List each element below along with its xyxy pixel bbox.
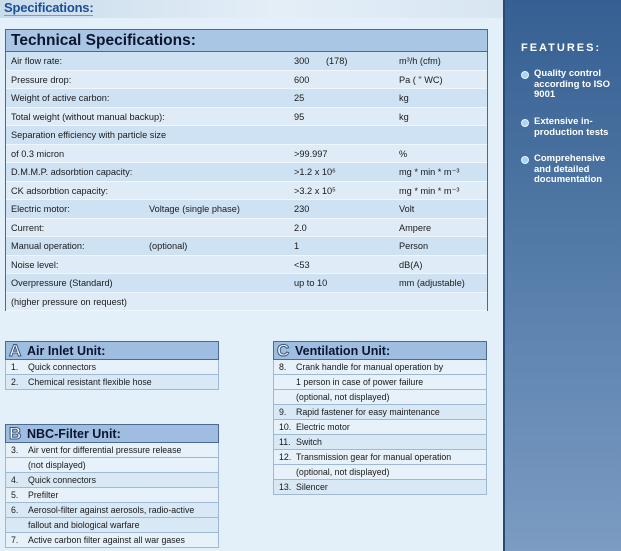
item-number: 1. <box>11 362 19 372</box>
spec-unit: mg * min * m⁻³ <box>399 185 460 196</box>
spec-unit: Pa ( " WC) <box>399 74 443 85</box>
spec-value: >99.997 <box>294 148 328 159</box>
spec-row-manual-operation <box>6 237 487 256</box>
unit-letter-b: B <box>9 424 22 443</box>
spec-value: 95 <box>294 111 305 122</box>
item-number: 8. <box>279 362 287 372</box>
unit-title: Air Inlet Unit: <box>27 344 106 358</box>
spec-label: Pressure drop: <box>11 74 72 85</box>
page-header <box>0 0 503 18</box>
item-number: 2. <box>11 377 19 387</box>
spec-row-particle-size <box>6 145 487 164</box>
item-text: Quick connectors <box>28 475 96 485</box>
spec-unit: m³/h (cfm) <box>399 56 441 66</box>
item-number: 11. <box>279 437 291 447</box>
item-text: Transmission gear for manual operation <box>296 452 452 462</box>
spec-label: CK adsorbtion capacity: <box>11 185 109 196</box>
item-number: 6. <box>11 505 19 515</box>
spec-label: Air flow rate: <box>11 56 63 66</box>
spec-sublabel: Voltage (single phase) <box>149 204 240 214</box>
spec-label: of 0.3 micron <box>11 148 65 159</box>
item-text: Quick connectors <box>28 362 96 372</box>
item-text: Chemical resistant flexible hose <box>28 377 152 387</box>
item-text: (optional, not displayed) <box>296 467 390 477</box>
list-item <box>5 488 219 503</box>
spec-label: Total weight (without manual backup): <box>11 111 165 122</box>
list-item <box>5 533 219 548</box>
item-text: Silencer <box>296 482 328 492</box>
item-text: (optional, not displayed) <box>296 392 390 402</box>
list-item <box>5 473 219 488</box>
spec-sublabel: (optional) <box>149 241 188 251</box>
ventilation-unit-header <box>273 341 487 360</box>
spec-label: Separation efficiency with particle size <box>11 130 167 140</box>
spec-unit: kg <box>399 93 409 103</box>
list-item <box>273 360 487 375</box>
spec-row-total-weight <box>6 108 487 127</box>
features-sidebar <box>503 0 621 551</box>
bullet-icon <box>521 71 529 79</box>
spec-value: >1.2 x 10⁶ <box>294 167 336 177</box>
item-text: Air vent for differential pressure release <box>28 445 182 455</box>
spec-value: 2.0 <box>294 222 307 233</box>
features-title: FEATURES: <box>521 42 602 54</box>
spec-label: Noise level: <box>11 259 59 270</box>
item-text: Aerosol-filter against aerosols, radio-active <box>28 505 195 515</box>
spec-unit: kg <box>399 111 409 122</box>
item-text: Electric motor <box>296 422 350 432</box>
spec-row-current <box>6 219 487 238</box>
spec-row-air-flow <box>6 52 487 71</box>
item-text: Crank handle for manual operation by <box>296 362 444 372</box>
item-text: Rapid fastener for easy maintenance <box>296 407 440 417</box>
feature-text: Extensive in-production tests <box>534 116 609 138</box>
spec-value: 25 <box>294 93 305 103</box>
spec-row-overpressure <box>6 274 487 293</box>
unit-title: NBC-Filter Unit: <box>27 427 121 441</box>
spec-row-carbon-weight <box>6 89 487 108</box>
spec-row-dmmp <box>6 163 487 182</box>
list-item <box>273 375 487 390</box>
spec-alt-value: (178) <box>326 56 348 66</box>
spec-row-electric-motor <box>6 200 487 219</box>
spec-row-pressure-drop <box>6 71 487 90</box>
air-inlet-unit-box <box>5 341 219 390</box>
unit-letter-c: C <box>277 341 290 360</box>
nbc-filter-unit-box <box>5 424 219 548</box>
list-item <box>5 503 219 518</box>
item-number: 5. <box>11 490 19 500</box>
spec-unit: Ampere <box>399 222 432 233</box>
list-item <box>273 390 487 405</box>
spec-row-higher-pressure <box>6 293 487 312</box>
spec-label: Current: <box>11 222 45 233</box>
item-text: Active carbon filter against all war gases <box>28 535 185 545</box>
spec-row-noise-level <box>6 256 487 275</box>
feature-text: Quality control according to ISO 9001 <box>534 68 611 100</box>
list-item <box>273 405 487 420</box>
item-text: fallout and biological warfare <box>28 520 140 530</box>
item-number: 10. <box>279 422 292 432</box>
unit-letter-a: A <box>9 341 22 360</box>
spec-value: up to 10 <box>294 278 328 288</box>
page-title: Specifications: <box>4 0 94 15</box>
spec-label: Overpressure (Standard) <box>11 278 113 288</box>
spec-value: 1 <box>294 241 300 251</box>
spec-table-title: Technical Specifications: <box>6 30 487 52</box>
spec-unit: mm (adjustable) <box>399 278 465 288</box>
list-item <box>273 465 487 480</box>
nbc-filter-unit-header <box>5 424 219 443</box>
list-item <box>273 450 487 465</box>
list-item <box>5 518 219 533</box>
bullet-icon <box>521 156 529 164</box>
item-text: 1 person in case of power failure <box>296 377 424 387</box>
spec-label: D.M.M.P. adsorbtion capacity: <box>11 167 133 177</box>
feature-text: Comprehensive and detailed documentation <box>534 153 606 185</box>
item-number: 12. <box>279 452 292 462</box>
bullet-icon <box>521 119 529 127</box>
spec-row-separation <box>6 126 487 145</box>
list-item <box>273 435 487 450</box>
item-number: 7. <box>11 535 19 545</box>
spec-value: 230 <box>294 204 310 214</box>
item-text: Switch <box>296 437 322 447</box>
air-inlet-unit-header <box>5 341 219 360</box>
item-text: (not displayed) <box>28 460 86 470</box>
item-number: 3. <box>11 445 19 455</box>
spec-label: Manual operation: <box>11 241 85 251</box>
item-text: Prefilter <box>28 490 59 500</box>
spec-unit: Person <box>399 241 429 251</box>
list-item <box>273 420 487 435</box>
ventilation-unit-box <box>273 341 487 495</box>
spec-label: (higher pressure on request) <box>11 296 127 307</box>
item-number: 13. <box>279 482 292 492</box>
spec-value: >3.2 x 10⁵ <box>294 185 336 196</box>
spec-label: Weight of active carbon: <box>11 93 110 103</box>
spec-unit: mg * min * m⁻³ <box>399 167 460 177</box>
spec-value: 300 <box>294 56 310 66</box>
list-item <box>5 443 219 458</box>
item-number: 9. <box>279 407 287 417</box>
item-number: 4. <box>11 475 19 485</box>
spec-value: 600 <box>294 74 310 85</box>
spec-unit: % <box>399 148 408 159</box>
list-item <box>5 458 219 473</box>
spec-label: Electric motor: <box>11 204 70 214</box>
list-item <box>5 360 219 375</box>
spec-unit: Volt <box>399 204 415 214</box>
spec-row-ck <box>6 182 487 201</box>
unit-title: Ventilation Unit: <box>295 344 391 358</box>
list-item <box>5 375 219 390</box>
spec-unit: dB(A) <box>399 259 423 270</box>
list-item <box>273 480 487 495</box>
spec-value: <53 <box>294 259 310 270</box>
spec-table <box>5 29 488 311</box>
